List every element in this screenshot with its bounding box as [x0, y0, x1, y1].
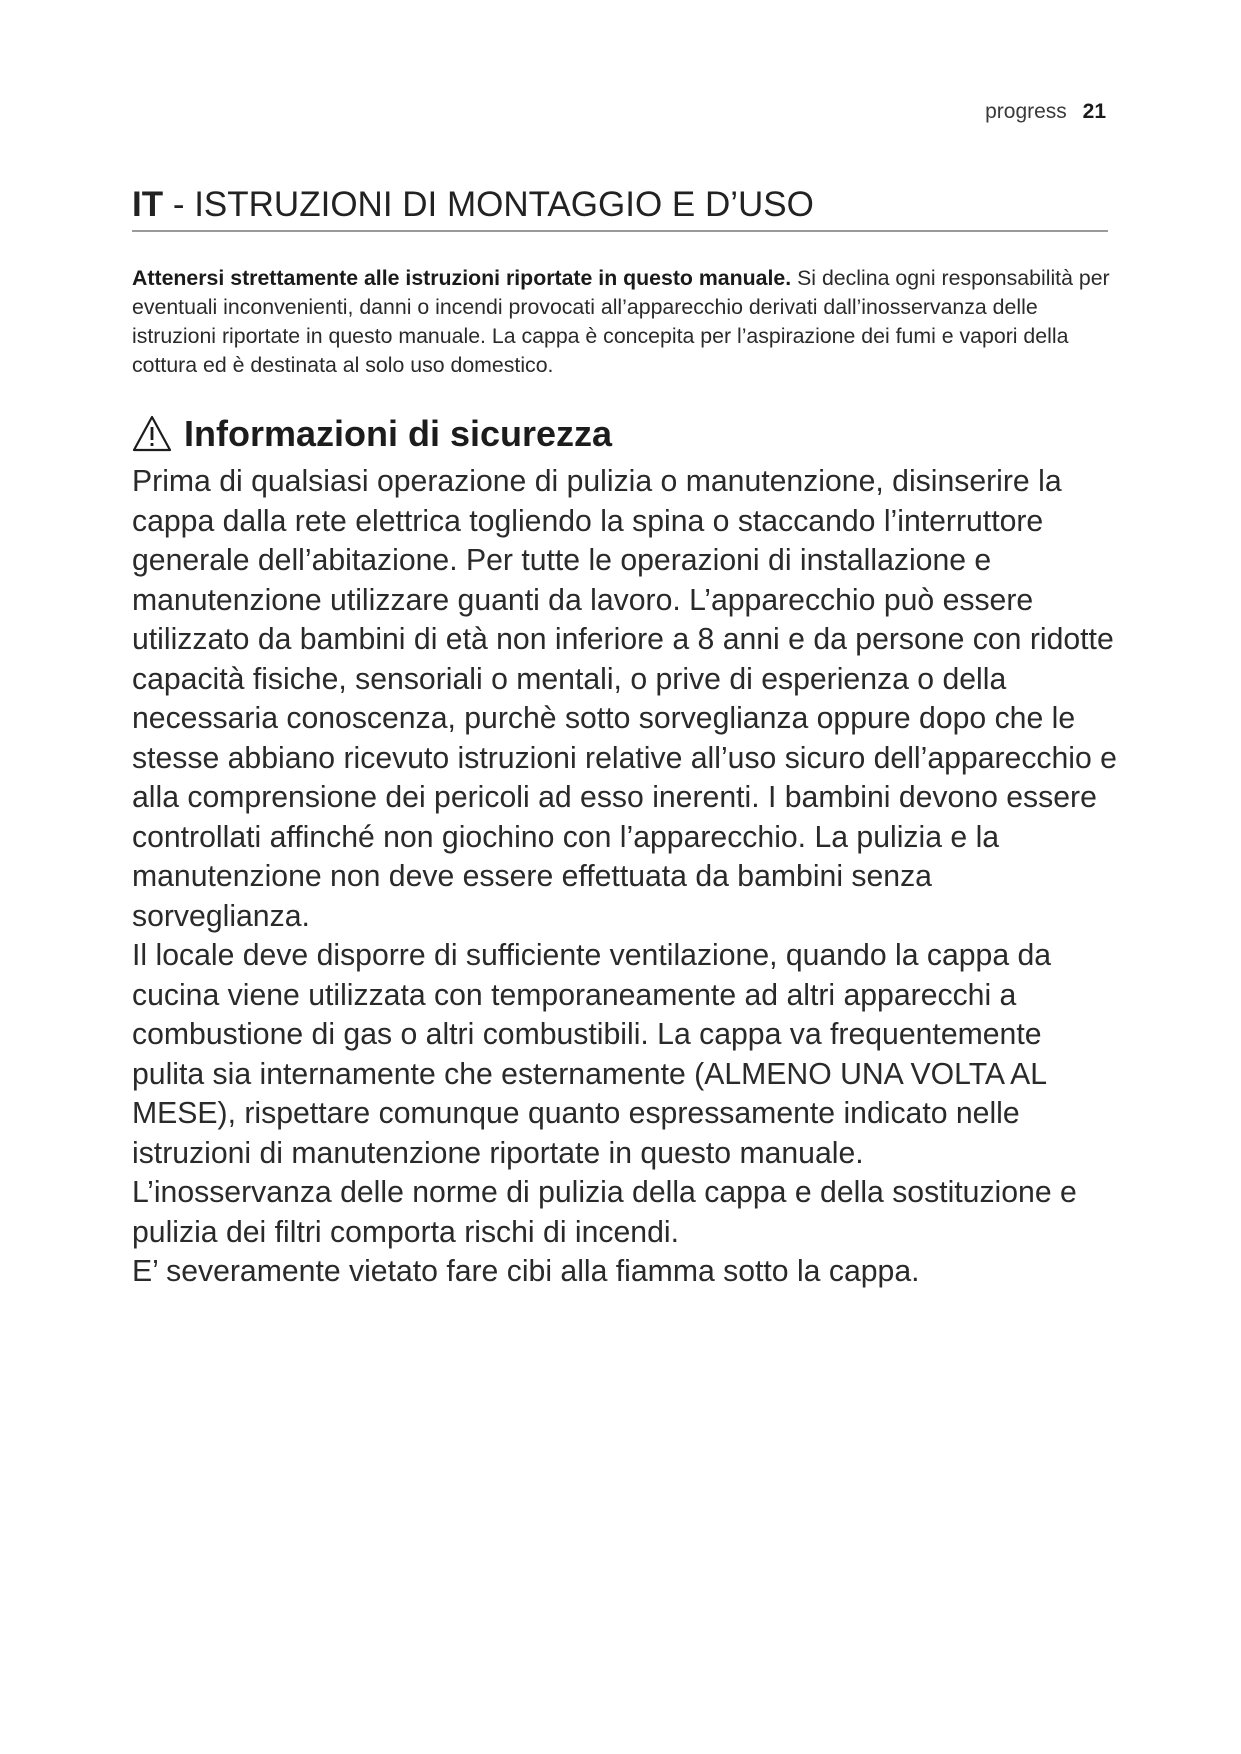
language-code: IT	[132, 185, 164, 225]
document-title-text: - ISTRUZIONI DI MONTAGGIO E D’USO	[163, 185, 814, 225]
brand-label: progress	[985, 100, 1067, 123]
safety-heading	[132, 413, 612, 455]
safety-paragraph: E’ severamente vietato fare cibi alla fiamma sotto la cappa.	[132, 1255, 920, 1288]
document-title	[132, 185, 1108, 231]
intro-paragraph	[132, 264, 1112, 380]
warning-icon	[132, 414, 172, 454]
intro-lead: Attenersi strettamente alle istruzioni riportate in questo manuale.	[132, 266, 792, 290]
safety-paragraph: Il locale deve disporre di sufficiente ventilazione, quando la cappa da cucina viene utilizzata con temporaneamente ad altri apparecchi a combustione di gas o altri combustibili. La cappa va frequentemente pulita sia internamente che esternamente (ALMENO UNA VOLTA AL MESE), rispettare comunque quanto espressamente indicato nelle istruzioni di manutenzione riportate in questo manuale.	[132, 939, 1052, 1170]
safety-heading-text: Informazioni di sicurezza	[184, 413, 613, 454]
safety-paragraph: L’inosservanza delle norme di pulizia della cappa e della sostituzione e pulizia dei filtri comporta rischi di incendi.	[132, 1176, 1077, 1249]
intro-text: Si declina ogni responsabilità per eventuali inconvenienti, danni o incendi provocati all’apparecchio derivati dall’inosservanza delle istruzioni riportate in questo manuale. La cappa è concepita per l’aspirazione dei fumi e vapori della cottura ed è destinata al solo uso domestico.	[132, 266, 1110, 377]
page-number: 21	[1082, 100, 1106, 123]
page-header	[985, 100, 1106, 124]
safety-body	[132, 462, 1117, 1292]
safety-paragraph: Prima di qualsiasi operazione di pulizia o manutenzione, disinserire la cappa dalla rete elettrica togliendo la spina o staccando l’interruttore generale dell’abitazione. Per tutte le operazioni di installazione e manutenzione utilizzare guanti da lavoro. L’apparecchio può essere utilizzato da bambini di età non inferiore a 8 anni e da persone con ridotte capacità fisiche, sensoriali o mentali, o prive di esperienza o della necessaria conoscenza, purchè sotto sorveglianza oppure dopo che le stesse abbiano ricevuto istruzioni relative all’uso sicuro dell’apparecchio e alla comprensione dei pericoli ad esso inerenti. I bambini devono essere controllati affinché non giochino con l’apparecchio. La pulizia e la manutenzione non deve essere effettuata da bambini senza sorveglianza.	[132, 465, 1117, 933]
